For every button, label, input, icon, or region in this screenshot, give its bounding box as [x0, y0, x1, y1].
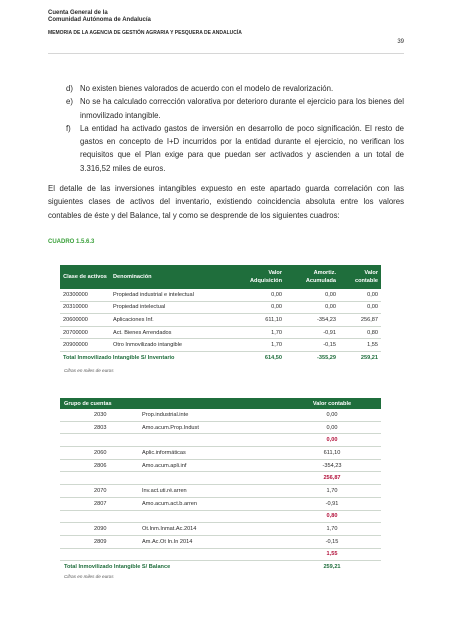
header-divider — [48, 53, 404, 54]
cell-value: 0,00 — [283, 409, 381, 421]
table-total-row — [60, 561, 381, 573]
list-marker: e) — [66, 97, 73, 107]
table-footnote: Cifras en miles de euros — [64, 574, 114, 579]
col-header-denominacion: Denominación — [110, 265, 235, 289]
cell-name: Aplic.informáticas — [138, 447, 283, 460]
total-valor-contable: 259,21 — [360, 354, 378, 361]
col-header-clase: Clase de activos — [60, 265, 110, 289]
table-total-row — [60, 351, 381, 363]
cell-code: 2030 — [90, 409, 138, 421]
cell-value: 0,00 — [283, 421, 381, 434]
cell-valor-contable: 0,00 — [339, 289, 381, 301]
section-title: MEMORIA DE LA AGENCIA DE GESTIÓN AGRARIA Y PESQUERA DE ANDALUCÍA — [48, 30, 242, 36]
table-footnote: Cifras en miles de euros — [64, 368, 114, 373]
cell-code: 2809 — [90, 535, 138, 548]
col-header-grupo: Grupo de cuentas — [60, 398, 283, 409]
cell-name: Amo.acum.Prop.Indust — [138, 421, 283, 434]
cell-denominacion: Propiedad industrial e intelectual — [110, 289, 235, 301]
org-name-line1: Cuenta General de la — [48, 10, 108, 16]
total-valor-adquisicion: 614,50 — [264, 354, 282, 361]
list-marker: f) — [66, 123, 71, 133]
table-row — [60, 535, 381, 548]
cell-valor-contable: 256,87 — [339, 314, 381, 327]
subtotal-value: 256,87 — [283, 472, 381, 485]
notes-list — [66, 82, 404, 175]
table-row — [60, 523, 381, 536]
table-row — [60, 289, 381, 301]
list-item — [66, 122, 404, 175]
cell-amortizacion: -0,15 — [285, 339, 339, 352]
cell-value: 1,70 — [283, 523, 381, 536]
table-header-row — [60, 398, 381, 409]
table-caption: CUADRO 1.5.6.3 — [48, 239, 95, 245]
table-row — [60, 314, 381, 327]
table-row — [60, 409, 381, 421]
cell-amortizacion: 0,00 — [285, 301, 339, 314]
cell-amortizacion: 0,00 — [285, 289, 339, 301]
cell-clase: 20300000 — [60, 289, 110, 301]
cell-code: 2803 — [90, 421, 138, 434]
body-paragraph: El detalle de las inversiones intangibles expuesto en este apartado guarda correlación con las siguientes clases de activos del inventario, existiendo coincidencia absoluta entre los valores contables de éste y del Balance, tal y como se desprende de los siguientes cuadros: — [48, 184, 404, 220]
list-text: La entidad ha activado gastos de inversión en desarrollo de poco significación. El resto de gastos en concepto de I+D incurridos por la entidad durante el ejercicio, no verifican los requisitos que el Plan exige para que puedan ser activados y ascienden a un total de 3.316,52 miles de euros. — [80, 123, 404, 173]
col-header-valor-contable: Valor contable — [339, 265, 381, 289]
cell-denominacion: Act. Bienes Arrendados — [110, 326, 235, 339]
list-text: No existen bienes valorados de acuerdo con el modelo de revalorización. — [80, 84, 334, 93]
page-header — [48, 10, 404, 45]
cell-name: Inv.act.uti.ré.arren — [138, 485, 283, 498]
cell-name: Amo.acum.apli.inf — [138, 459, 283, 472]
cell-valor-contable: 0,80 — [339, 326, 381, 339]
cell-denominacion: Otro Inmovilizado intangible — [110, 339, 235, 352]
cell-code: 2807 — [90, 497, 138, 510]
subtotal-value: 0,80 — [283, 510, 381, 523]
cell-clase: 20310000 — [60, 301, 110, 314]
table-row — [60, 459, 381, 472]
cell-amortizacion: -0,91 — [285, 326, 339, 339]
cell-valor-adquisicion: 0,00 — [235, 301, 285, 314]
subtotal-row — [60, 548, 381, 561]
total-value: 259,21 — [323, 564, 341, 571]
col-header-valor-adquisicion: Valor Adquisición — [235, 265, 285, 289]
table-row — [60, 326, 381, 339]
cell-valor-contable: 0,00 — [339, 301, 381, 314]
cell-value: 611,10 — [283, 447, 381, 460]
cell-name: Prop.industrial.inte — [138, 409, 283, 421]
total-amortizacion: -355,29 — [317, 354, 336, 361]
cell-clase: 20600000 — [60, 314, 110, 327]
cell-value: -0,15 — [283, 535, 381, 548]
table-row — [60, 421, 381, 434]
balance-table — [60, 398, 381, 573]
subtotal-row — [60, 510, 381, 523]
cell-valor-adquisicion: 0,00 — [235, 289, 285, 301]
cell-name: Ot.Inm.Inmat.Ac.2014 — [138, 523, 283, 536]
table-header-row — [60, 265, 381, 289]
subtotal-row — [60, 472, 381, 485]
org-name-line2: Comunidad Autónoma de Andalucía — [48, 17, 151, 23]
table-row — [60, 447, 381, 460]
cell-name: Am.Ac.Ot In.In 2014 — [138, 535, 283, 548]
cell-denominacion: Aplicaciones Inf. — [110, 314, 235, 327]
cell-amortizacion: -354,23 — [285, 314, 339, 327]
list-text: No se ha calculado corrección valorativa por deterioro durante el ejercicio para los bienes del inmovilizado intangible. — [80, 97, 404, 120]
cell-valor-adquisicion: 1,70 — [235, 326, 285, 339]
cell-code: 2070 — [90, 485, 138, 498]
table-row — [60, 339, 381, 352]
total-label: Total Inmovilizado Intangible S/ Inventario — [63, 354, 175, 361]
list-item — [66, 95, 404, 122]
table-row — [60, 485, 381, 498]
total-label: Total Inmovilizado Intangible S/ Balance — [64, 564, 171, 571]
table-row — [60, 301, 381, 314]
cell-clase: 20700000 — [60, 326, 110, 339]
subtotal-value: 1,55 — [283, 548, 381, 561]
table-row — [60, 497, 381, 510]
cell-code: 2090 — [90, 523, 138, 536]
page-number: 39 — [397, 39, 404, 45]
cell-value: -0,91 — [283, 497, 381, 510]
cell-valor-contable: 1,55 — [339, 339, 381, 352]
subtotal-row — [60, 434, 381, 447]
subtotal-value: 0,00 — [283, 434, 381, 447]
cell-value: 1,70 — [283, 485, 381, 498]
col-header-valor-contable: Valor contable — [283, 398, 381, 409]
cell-name: Amo.acum.act.b.arren — [138, 497, 283, 510]
cell-denominacion: Propiedad intelectual — [110, 301, 235, 314]
cell-value: -354,23 — [283, 459, 381, 472]
inventory-table — [60, 265, 381, 364]
cell-code: 2060 — [90, 447, 138, 460]
col-header-amortizacion: Amortiz. Acumulada — [285, 265, 339, 289]
cell-code: 2806 — [90, 459, 138, 472]
cell-valor-adquisicion: 1,70 — [235, 339, 285, 352]
cell-valor-adquisicion: 611,10 — [235, 314, 285, 327]
list-item — [66, 82, 404, 95]
cell-clase: 20900000 — [60, 339, 110, 352]
list-marker: d) — [66, 84, 73, 93]
